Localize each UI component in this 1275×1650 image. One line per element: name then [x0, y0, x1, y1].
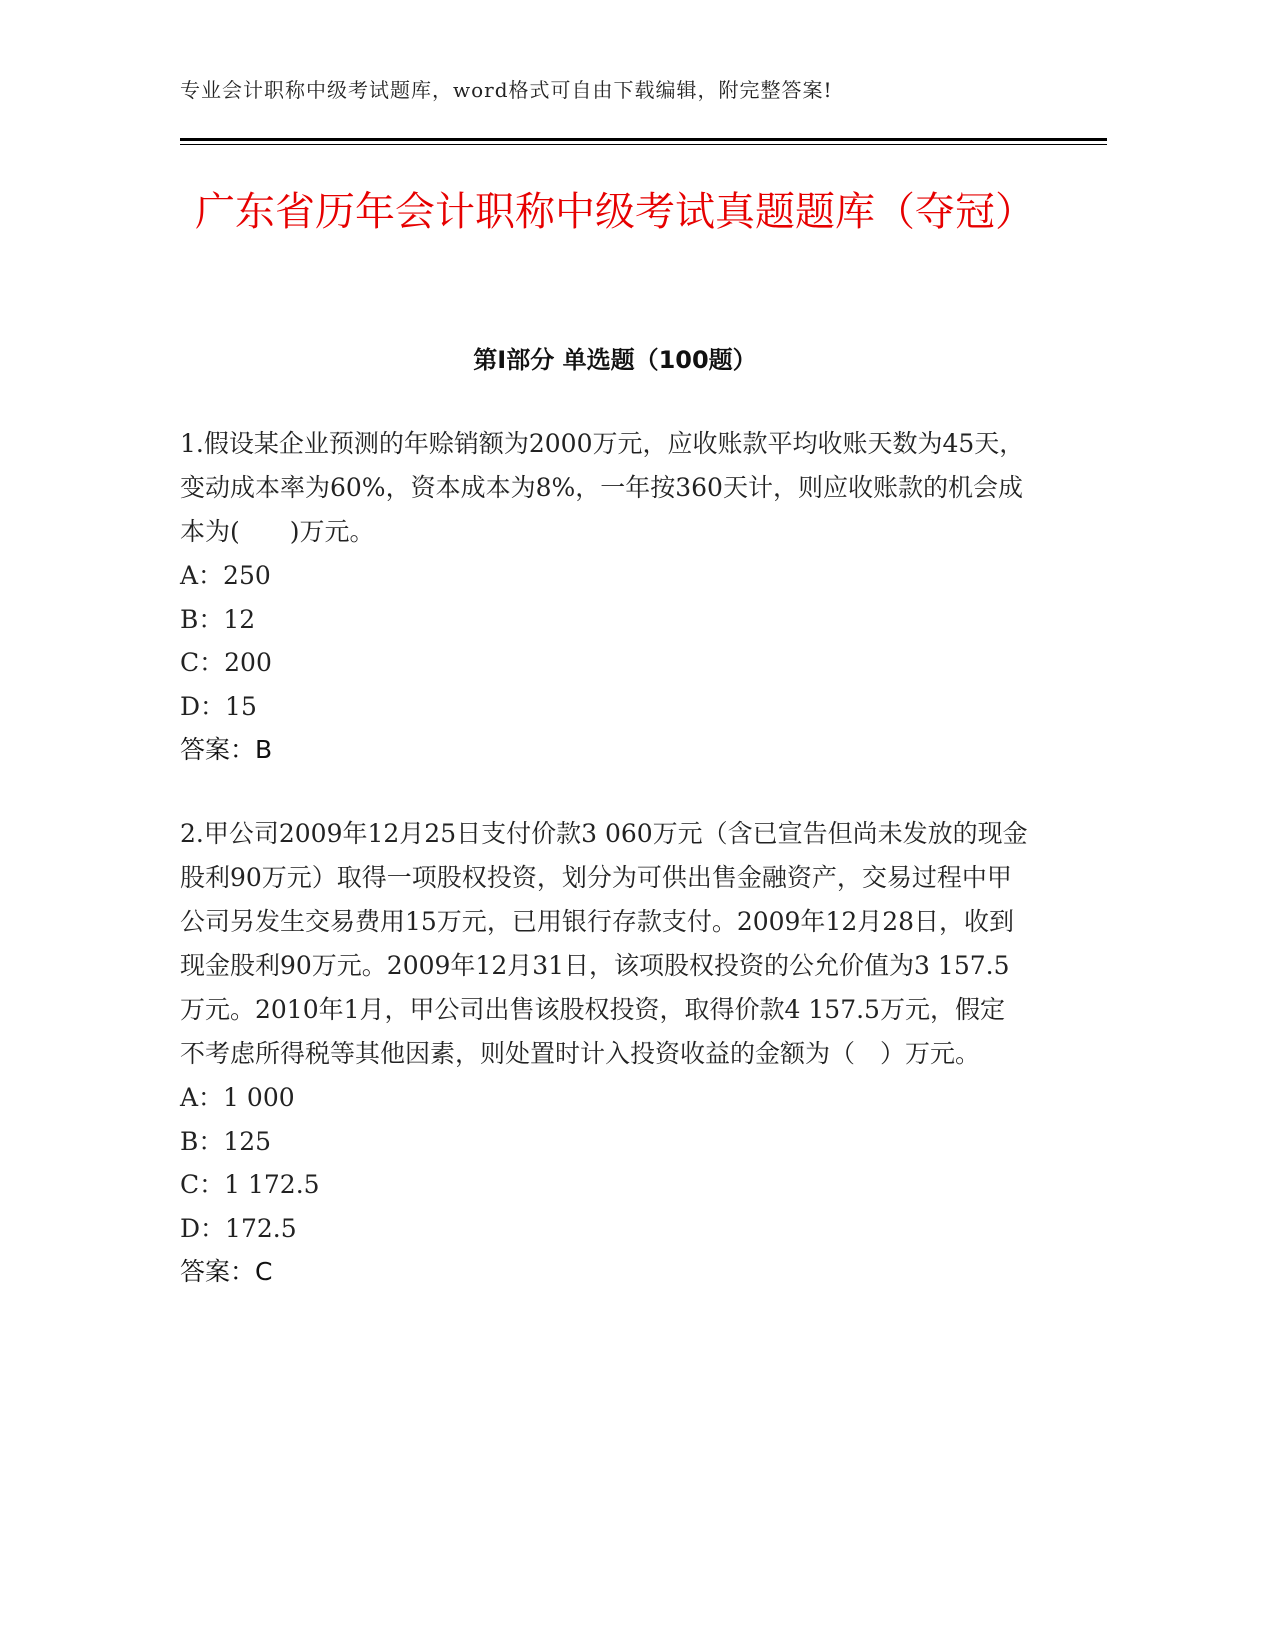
option-c: C：1 172.5	[180, 1170, 320, 1199]
option-a: A：250	[180, 561, 271, 590]
header-divider-thick	[180, 138, 1107, 141]
page-header: 专业会计职称中级考试题库，word格式可自由下载编辑，附完整答案!	[180, 78, 833, 102]
question-stem: 1.假设某企业预测的年赊销额为2000万元，应收账款平均收账天数为45天，变动成本率为60%，资本成本为8%，一年按360天计，则应收账款的机会成本为( )万元。	[180, 429, 1025, 546]
header-divider-thin	[180, 144, 1107, 145]
option-b: B：125	[180, 1126, 272, 1156]
option-d: D：15	[180, 691, 257, 721]
answer: 答案：C	[180, 1257, 273, 1286]
option-a: A：1 000	[180, 1083, 295, 1112]
option-b: B：12	[180, 604, 256, 634]
question-stem: 2.甲公司2009年12月25日支付价款3 060万元（含已宣告但尚未发放的现金股利90万元）取得一项股权投资，划分为可供出售金融资产，交易过程中甲公司另发生交易费用15万元，已用银行存款支付。2009年12月28日，收到现金股利90万元。2009年12月31日，该项股权投资的公允价值为3 157.5万元。2010年1月，甲公司出售该股权投资，取得价款4 157.5万元，假定不考虑所得税等其他因素，则处置时计入投资收益的金额为（ ）万元。	[180, 819, 1028, 1068]
option-c: C：200	[180, 648, 272, 677]
question-2	[180, 812, 1028, 1294]
answer: 答案：B	[180, 735, 273, 764]
section-title: 第Ⅰ部分 单选题（100题）	[473, 346, 757, 374]
question-1	[180, 422, 1028, 772]
option-d: D：172.5	[180, 1213, 297, 1243]
document-title: 广东省历年会计职称中级考试真题题库（夺冠）	[195, 189, 1035, 235]
